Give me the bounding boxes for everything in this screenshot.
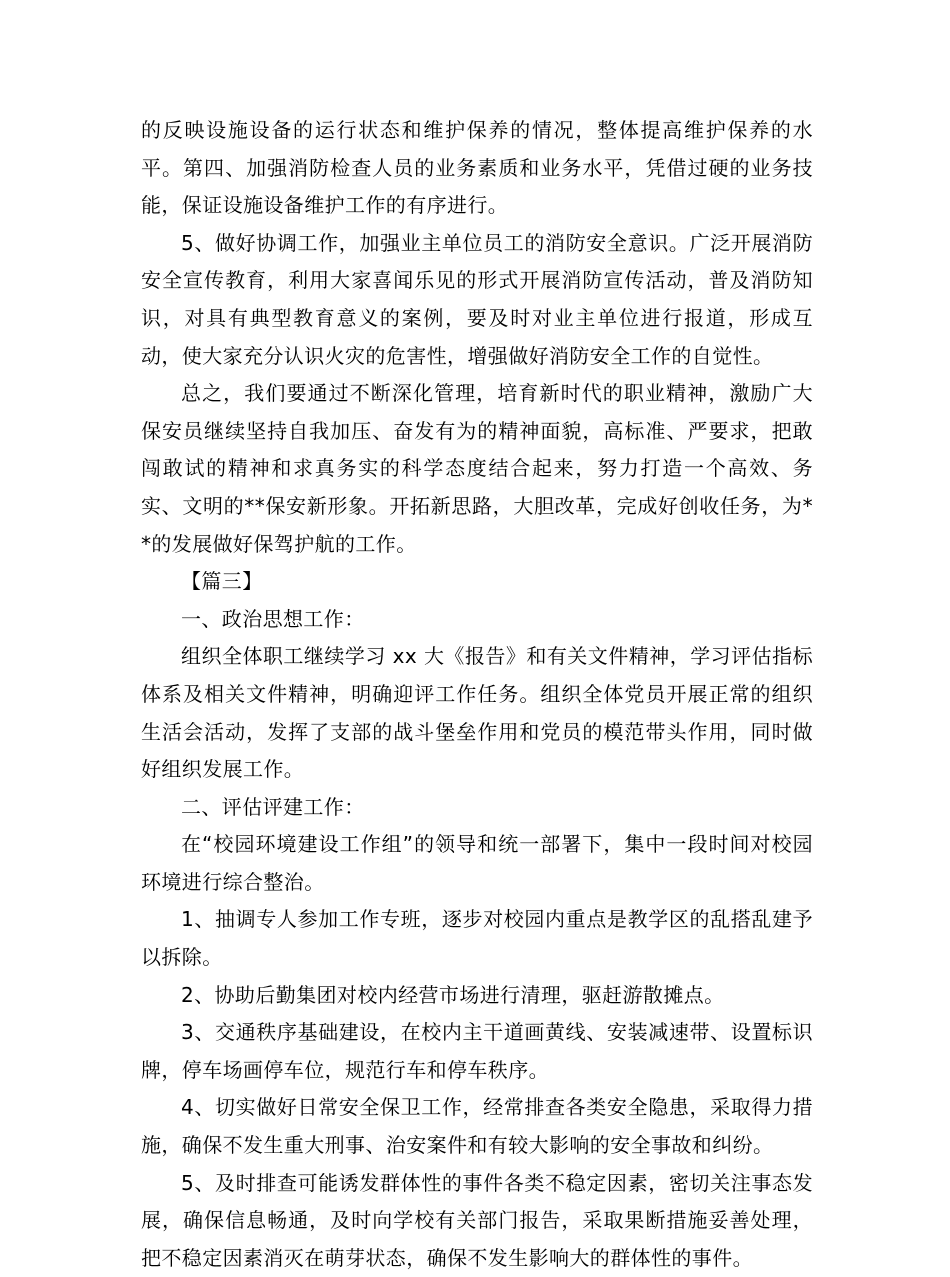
paragraph-campus-environment: 在“校园环境建设工作组”的领导和统一部署下，集中一段时间对校园环境进行综合整治。 [141,832,813,894]
list-item-3: 3、交通秩序基础建设，在校内主干道画黄线、安装减速带、设置标识牌，停车场画停车位，规范行车和停车秩序。 [141,1020,813,1082]
subheading-political-work: 一、政治思想工作： [181,606,365,631]
list-item-2: 2、协助后勤集团对校内经营市场进行清理，驱赶游散摊点。 [181,982,725,1007]
document-body [141,112,813,1277]
paragraph-continuation: 的反映设施设备的运行状态和维护保养的情况，整体提高维护保养的水平。第四、加强消防检查人员的业务素质和业务水平，凭借过硬的业务技能，保证设施设备维护工作的有序进行。 [141,118,813,218]
list-item-5: 5、及时排查可能诱发群体性的事件各类不稳定因素，密切关注事态发展，确保信息畅通，及时向学校有关部门报告，采取果断措施妥善处理，把不稳定因素消灭在萌芽状态，确保不发生影响大的群体性的事件。 [141,1170,813,1270]
list-item-1: 1、抽调专人参加工作专班，逐步对校园内重点是教学区的乱搭乱建予以拆除。 [141,907,813,970]
paragraph-summary: 总之，我们要通过不断深化管理，培育新时代的职业精神，激励广大保安员继续坚持自我加压、奋发有为的精神面貌，高标准、严要求，把敢闯敢试的精神和求真务实的科学态度结合起来，努力打造一个高效、务实、文明的**保安新形象。开拓新思路，大胆改革，完成好创收任务，为**的发展做好保驾护航的工作。 [141,381,813,556]
section-heading-part-three: 【篇三】 [181,569,263,594]
list-item-4: 4、切实做好日常安全保卫工作，经常排查各类安全隐患，采取得力措施，确保不发生重大刑事、治安案件和有较大影响的安全事故和纠纷。 [141,1095,813,1158]
paragraph-political-work: 组织全体职工继续学习 xx 大《报告》和有关文件精神，学习评估指标体系及相关文件精神，明确迎评工作任务。组织全体党员开展正常的组织生活会活动，发挥了支部的战斗堡垒作用和党员的模范带头作用，同时做好组织发展工作。 [141,644,813,782]
paragraph-item-5-coordination: 5、做好协调工作，加强业主单位员工的消防安全意识。广泛开展消防安全宣传教育，利用大家喜闻乐见的形式开展消防宣传活动，普及消防知识，对具有典型教育意义的案例，要及时对业主单位进行报道，形成互动，使大家充分认识火灾的危害性，增强做好消防安全工作的自觉性。 [141,230,813,368]
subheading-evaluation-work: 二、评估评建工作： [181,794,365,819]
